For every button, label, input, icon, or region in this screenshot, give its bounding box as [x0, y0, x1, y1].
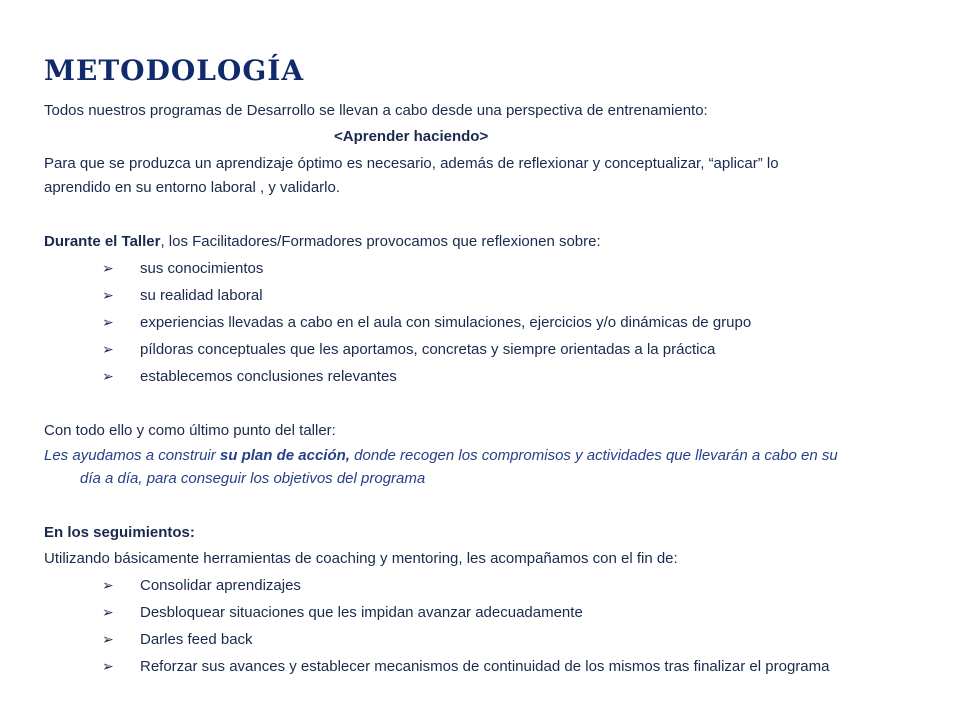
taller-heading-rest: , los Facilitadores/Formadores provocamos que reflexionen sobre: [160, 233, 601, 250]
bullet-text: sus conocimientos [140, 260, 264, 277]
ultimo-italic-line-2: día a día, para conseguir los objetivos del programa [80, 470, 426, 487]
list-item [102, 655, 829, 679]
arrow-bullet-icon: ➢ [102, 315, 114, 331]
bullet-text: Consolidar aprendizajes [140, 577, 301, 594]
bullet-text: Darles feed back [140, 631, 253, 648]
seguimientos-heading: En los seguimientos: [44, 524, 195, 541]
intro-line-1: Todos nuestros programas de Desarrollo se llevan a cabo desde una perspectiva de entrenamiento: [44, 102, 708, 119]
arrow-bullet-icon: ➢ [102, 578, 114, 594]
list-item [102, 257, 263, 281]
arrow-bullet-icon: ➢ [102, 288, 114, 304]
list-item [102, 311, 751, 335]
list-item [102, 284, 263, 308]
bullet-text: Reforzar sus avances y establecer mecanismos de continuidad de los mismos tras finalizar el programa [140, 658, 830, 675]
arrow-bullet-icon: ➢ [102, 342, 114, 358]
ultimo-italic-line-1 [44, 444, 838, 468]
bullet-text: Desbloquear situaciones que les impidan avanzar adecuadamente [140, 604, 583, 621]
ultimo-line: Con todo ello y como último punto del taller: [44, 422, 336, 439]
plan-de-accion: su plan de acción, [219, 447, 350, 464]
list-item [102, 574, 301, 598]
motto: <Aprender haciendo> [334, 128, 489, 145]
intro-line-3: aprendido en su entorno laboral , y validarlo. [44, 179, 341, 196]
arrow-bullet-icon: ➢ [102, 369, 114, 385]
list-item [102, 601, 583, 625]
list-item [102, 365, 397, 389]
intro-line-2: Para que se produzca un aprendizaje óptimo es necesario, además de reflexionar y conceptualizar, “aplicar” lo [44, 155, 779, 172]
bullet-text: su realidad laboral [140, 287, 263, 304]
list-item [102, 338, 715, 362]
italic-pre: Les ayudamos a construir [44, 447, 220, 464]
bullet-text: establecemos conclusiones relevantes [140, 368, 397, 385]
taller-heading: Durante el Taller [44, 233, 161, 250]
list-item [102, 628, 253, 652]
bullet-text: experiencias llevadas a cabo en el aula con simulaciones, ejercicios y/o dinámicas de grupo [140, 314, 752, 331]
taller-intro [44, 230, 601, 254]
bullet-text: píldoras conceptuales que les aportamos, concretas y siempre orientadas a la práctica [140, 341, 716, 358]
arrow-bullet-icon: ➢ [102, 261, 114, 277]
arrow-bullet-icon: ➢ [102, 632, 114, 648]
arrow-bullet-icon: ➢ [102, 605, 114, 621]
arrow-bullet-icon: ➢ [102, 659, 114, 675]
italic-post: donde recogen los compromisos y actividades que llevarán a cabo en su [349, 447, 838, 464]
seguimientos-line: Utilizando básicamente herramientas de coaching y mentoring, les acompañamos con el fin de: [44, 550, 678, 567]
slide-title: METODOLOGÍA [44, 54, 305, 87]
